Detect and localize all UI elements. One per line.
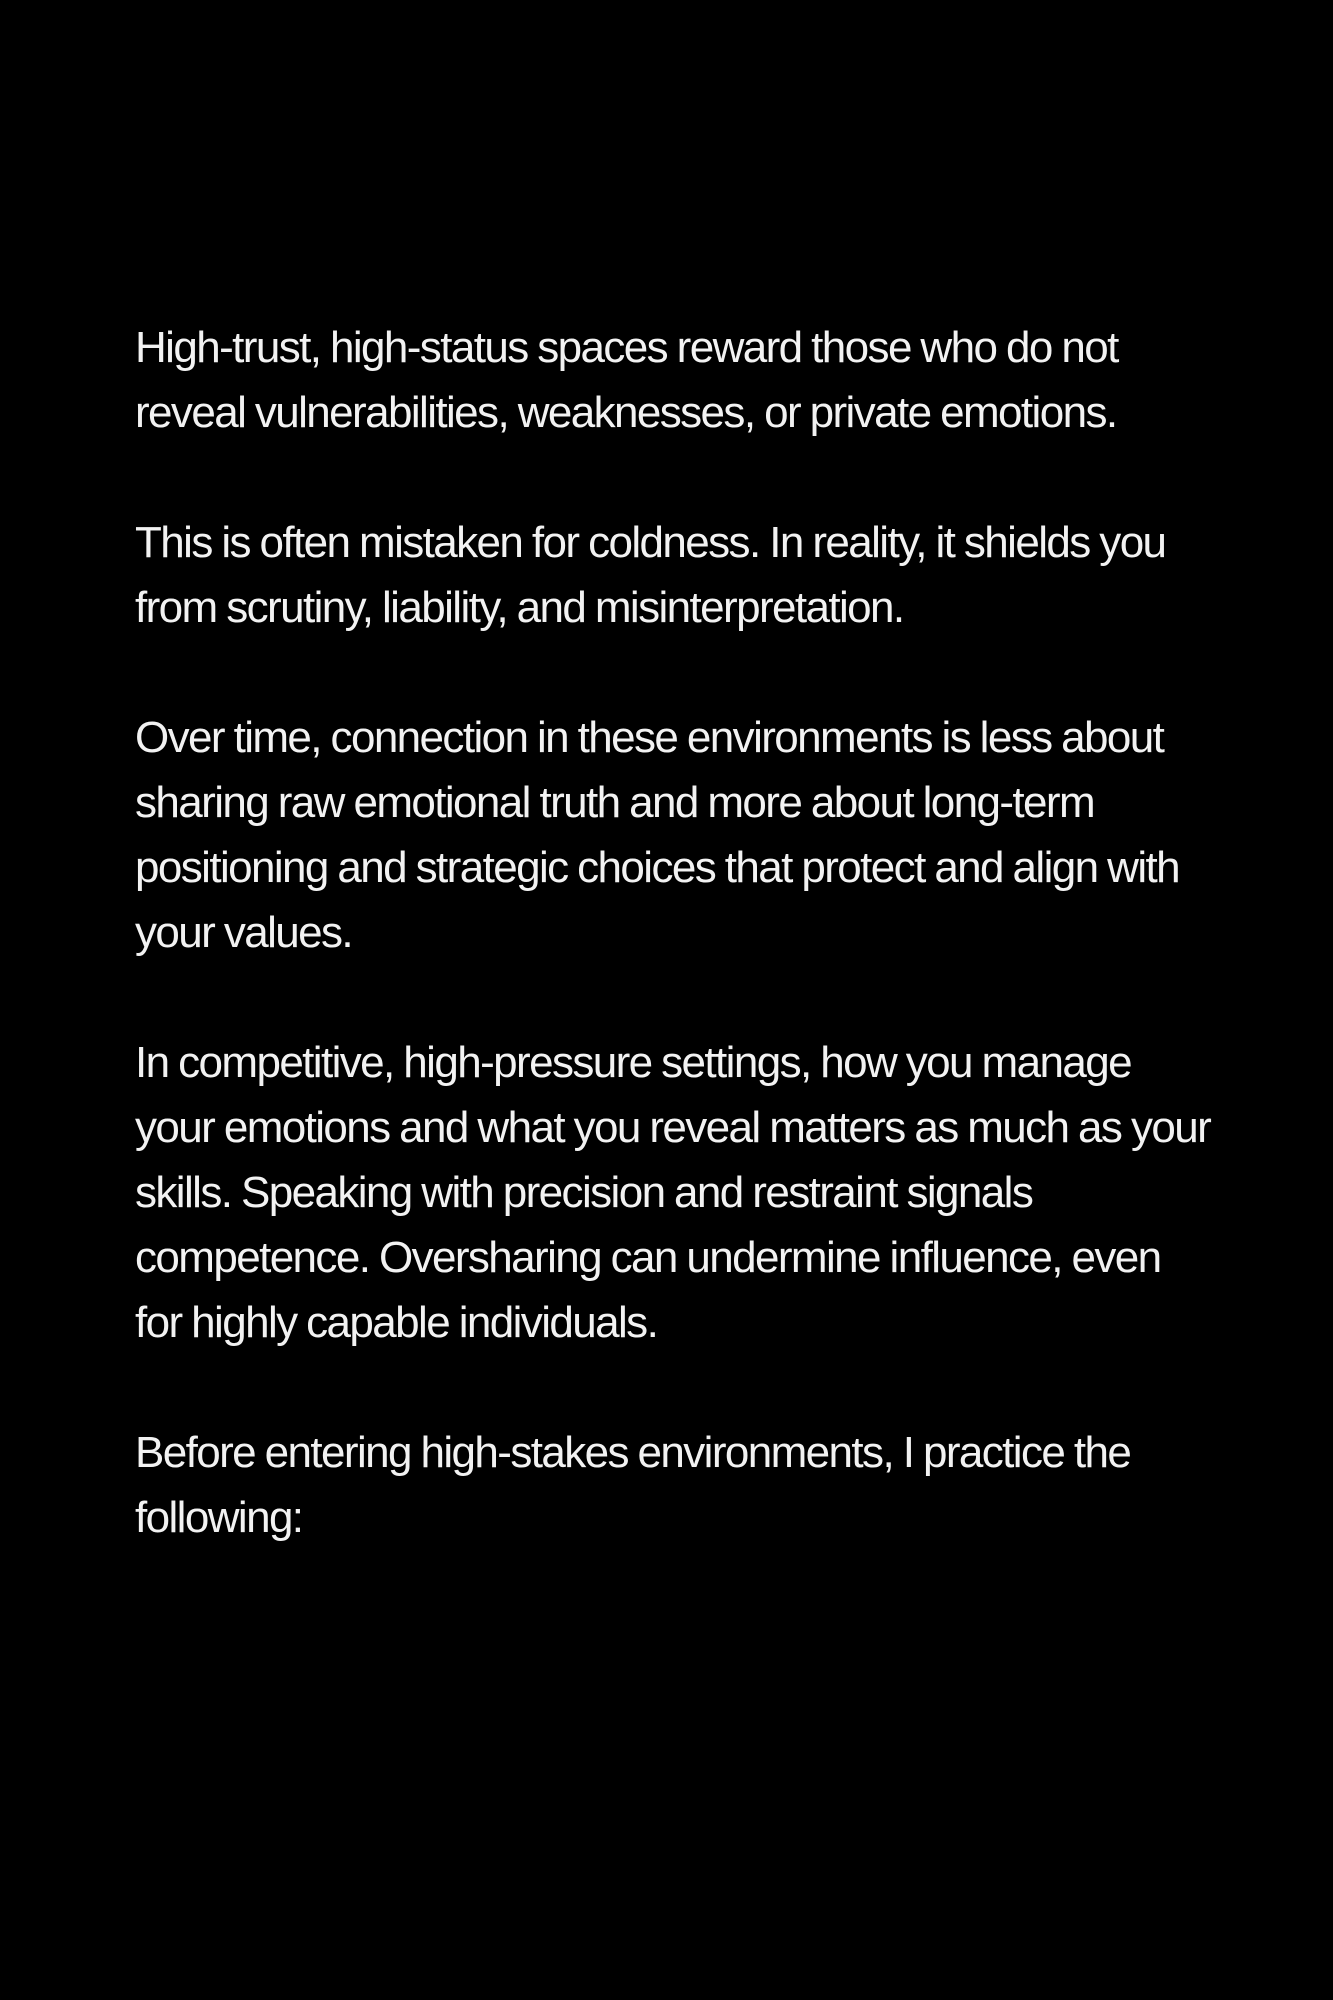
paragraph-5: Before entering high-stakes environments, I practice the following: [135, 1428, 1131, 1542]
paragraph-1: High-trust, high-status spaces reward those who do not reveal vulnerabilities, weaknesses, or private emotions. [135, 323, 1118, 437]
paragraph-2: This is often mistaken for coldness. In reality, it shields you from scrutiny, liability, and misinterpretation. [135, 518, 1166, 632]
paragraph-4: In competitive, high-pressure settings, how you manage your emotions and what you reveal matters as much as your skills. Speaking with precision and restraint signals competence. Oversharing can undermine influence, even for highly capable individuals. [135, 1038, 1211, 1347]
text-block [135, 315, 1215, 1550]
paragraph-3: Over time, connection in these environments is less about sharing raw emotional truth and more about long-term positioning and strategic choices that protect and align with your values. [135, 713, 1179, 957]
